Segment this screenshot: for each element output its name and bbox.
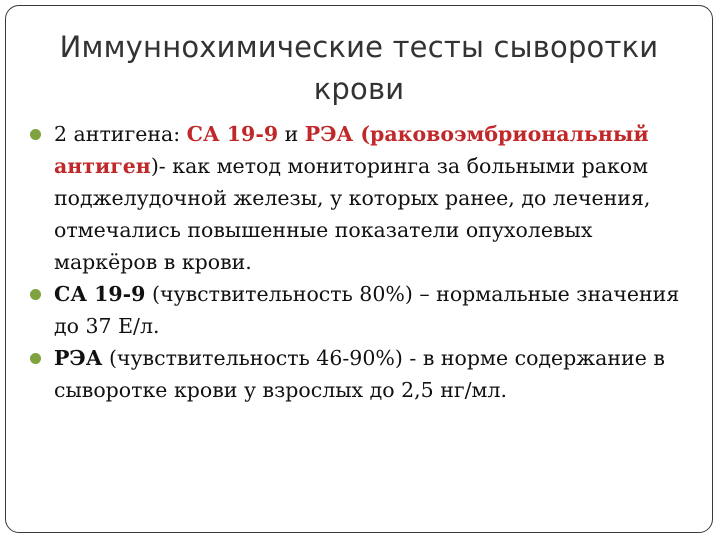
bullet-item-antigens [28,118,694,278]
bullet-dot-icon [30,353,41,364]
item-1-ca199: СА 19-9 [186,122,279,146]
item-3-marker: РЭА [54,346,103,370]
item-1-rea: РЭА (раковоэмбриональный антиген [54,122,649,178]
title-line-1: Иммуннохимические тесты сыворотки [59,30,659,64]
item-2-marker: СА 19-9 [54,282,146,306]
bullet-dot-icon [30,129,41,140]
slide-frame [5,5,713,533]
item-3-text: (чувствительность 46-90%) - в норме содержание в сыворотке крови у взрослых до 2,5 нг/мл. [54,346,665,402]
title-line-2: крови [313,72,405,106]
slide-title [14,26,704,110]
item-1-text-3: )- как метод мониторинга за больными раком поджелудочной железы, у которых ранее, до лечения, отмечались повышенные показатели опухолевых маркёров в крови. [54,154,651,274]
bullet-dot-icon [30,289,41,300]
bullet-item-ca199 [28,278,694,342]
bullet-item-rea [28,342,694,406]
item-2-text: (чувствительность 80%) – нормальные значения до 37 Е/л. [54,282,680,338]
slide-body [28,118,694,406]
item-1-text-2: и [278,122,305,146]
item-1-text-1: 2 антигена: [54,122,187,146]
